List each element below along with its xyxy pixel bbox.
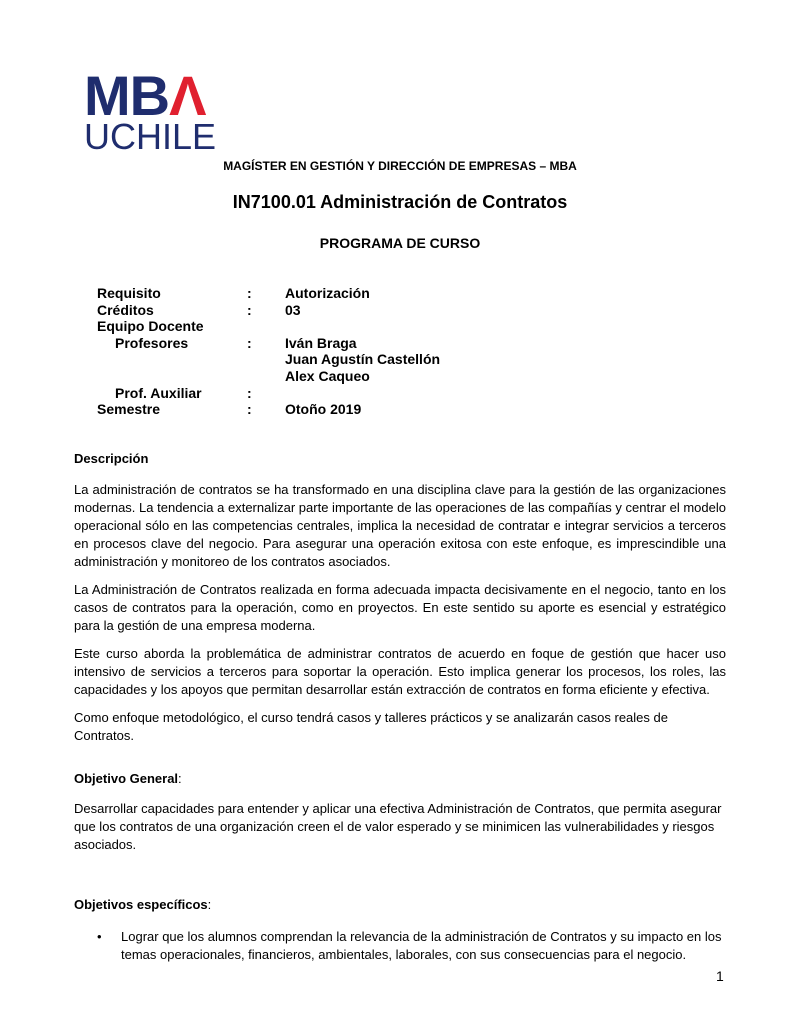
program-name: MAGÍSTER EN GESTIÓN Y DIRECCIÓN DE EMPRESAS – MBA [223, 159, 577, 173]
objetivo-general-text: Desarrollar capacidades para entender y aplicar una efectiva Administración de Contratos, que permita asegurar que los contratos de una organización creen el de valor esperado y se minimicen las vulnerabilidades y riesgos asociados. [74, 801, 722, 852]
requisito-value: Autorización [285, 285, 370, 301]
objetivos-especificos-heading: Objetivos específicos: [74, 897, 212, 912]
profesor-name: Juan Agustín Castellón [285, 351, 441, 368]
auxiliar-label: Prof. Auxiliar [115, 384, 202, 401]
document-type: PROGRAMA DE CURSO [319, 235, 481, 251]
descripcion-paragraph: La Administración de Contratos realizada en forma adecuada impacta decisivamente en el negocio, tanto en los casos de contratos para la operación, como en proyectos. En este sentido su aporte es esencial y estratégico para la gestión de una empresa moderna. [74, 582, 726, 633]
separator: : [247, 301, 252, 318]
semestre-value: Otoño 2019 [285, 401, 362, 418]
separator: : [247, 285, 252, 301]
mba-uchile-logo [84, 64, 224, 157]
objetivo-general-heading: Objetivo General: [74, 771, 182, 786]
separator: : [247, 401, 252, 418]
profesor-name: Alex Caqueo [285, 367, 370, 384]
logo-mba: MBΛ [84, 64, 206, 127]
semestre-label: Semestre [97, 401, 161, 418]
descripcion-paragraph: Como enfoque metodológico, el curso tendrá casos y talleres prácticos y se analizarán casos reales de Contratos. [74, 710, 668, 743]
page-number: 1 [716, 968, 724, 984]
separator: : [247, 384, 252, 401]
equipo-label: Equipo Docente [97, 318, 204, 335]
course-title: IN7100.01 Administración de Contratos [232, 192, 568, 212]
creditos-label: Créditos [97, 301, 154, 318]
descripcion-paragraph: Este curso aborda la problemática de administrar contratos de acuerdo en foque de gestión que hacer uso intensivo de servicios a terceros para soportar la operación. Esto implica generar los procesos, los roles, las capacidades y los apoyos que permitan desarrollar están extracción de contratos en forma eficiente y efectiva. [74, 646, 726, 697]
requisito-label: Requisito [97, 285, 161, 301]
descripcion-paragraph: La administración de contratos se ha transformado en una disciplina clave para la gestión de las organizaciones modernas. La tendencia a externalizar parte importante de las operaciones de las compañías y centrar el modelo operacional sólo en las competencias centrales, implica la necesidad de contratar e integrar servicios a terceros en procesos clave del negocio. Para asegurar una operación exitosa con este enfoque, es imprescindible una administración y monitoreo de los contratos asociados. [74, 482, 726, 569]
logo-uchile: UCHILE [84, 116, 217, 157]
list-item-text: Lograr que los alumnos comprendan la relevancia de la administración de Contratos y su impacto en los temas operacionales, financieros, ambientales, laborales, con sus consecuencias para el negocio. [121, 929, 722, 962]
bullet-icon: • [97, 929, 102, 944]
creditos-value: 03 [285, 301, 301, 318]
profesores-label: Profesores [115, 334, 189, 351]
separator: : [247, 334, 252, 351]
descripcion-heading: Descripción [74, 451, 149, 466]
profesor-name: Iván Braga [285, 334, 357, 351]
